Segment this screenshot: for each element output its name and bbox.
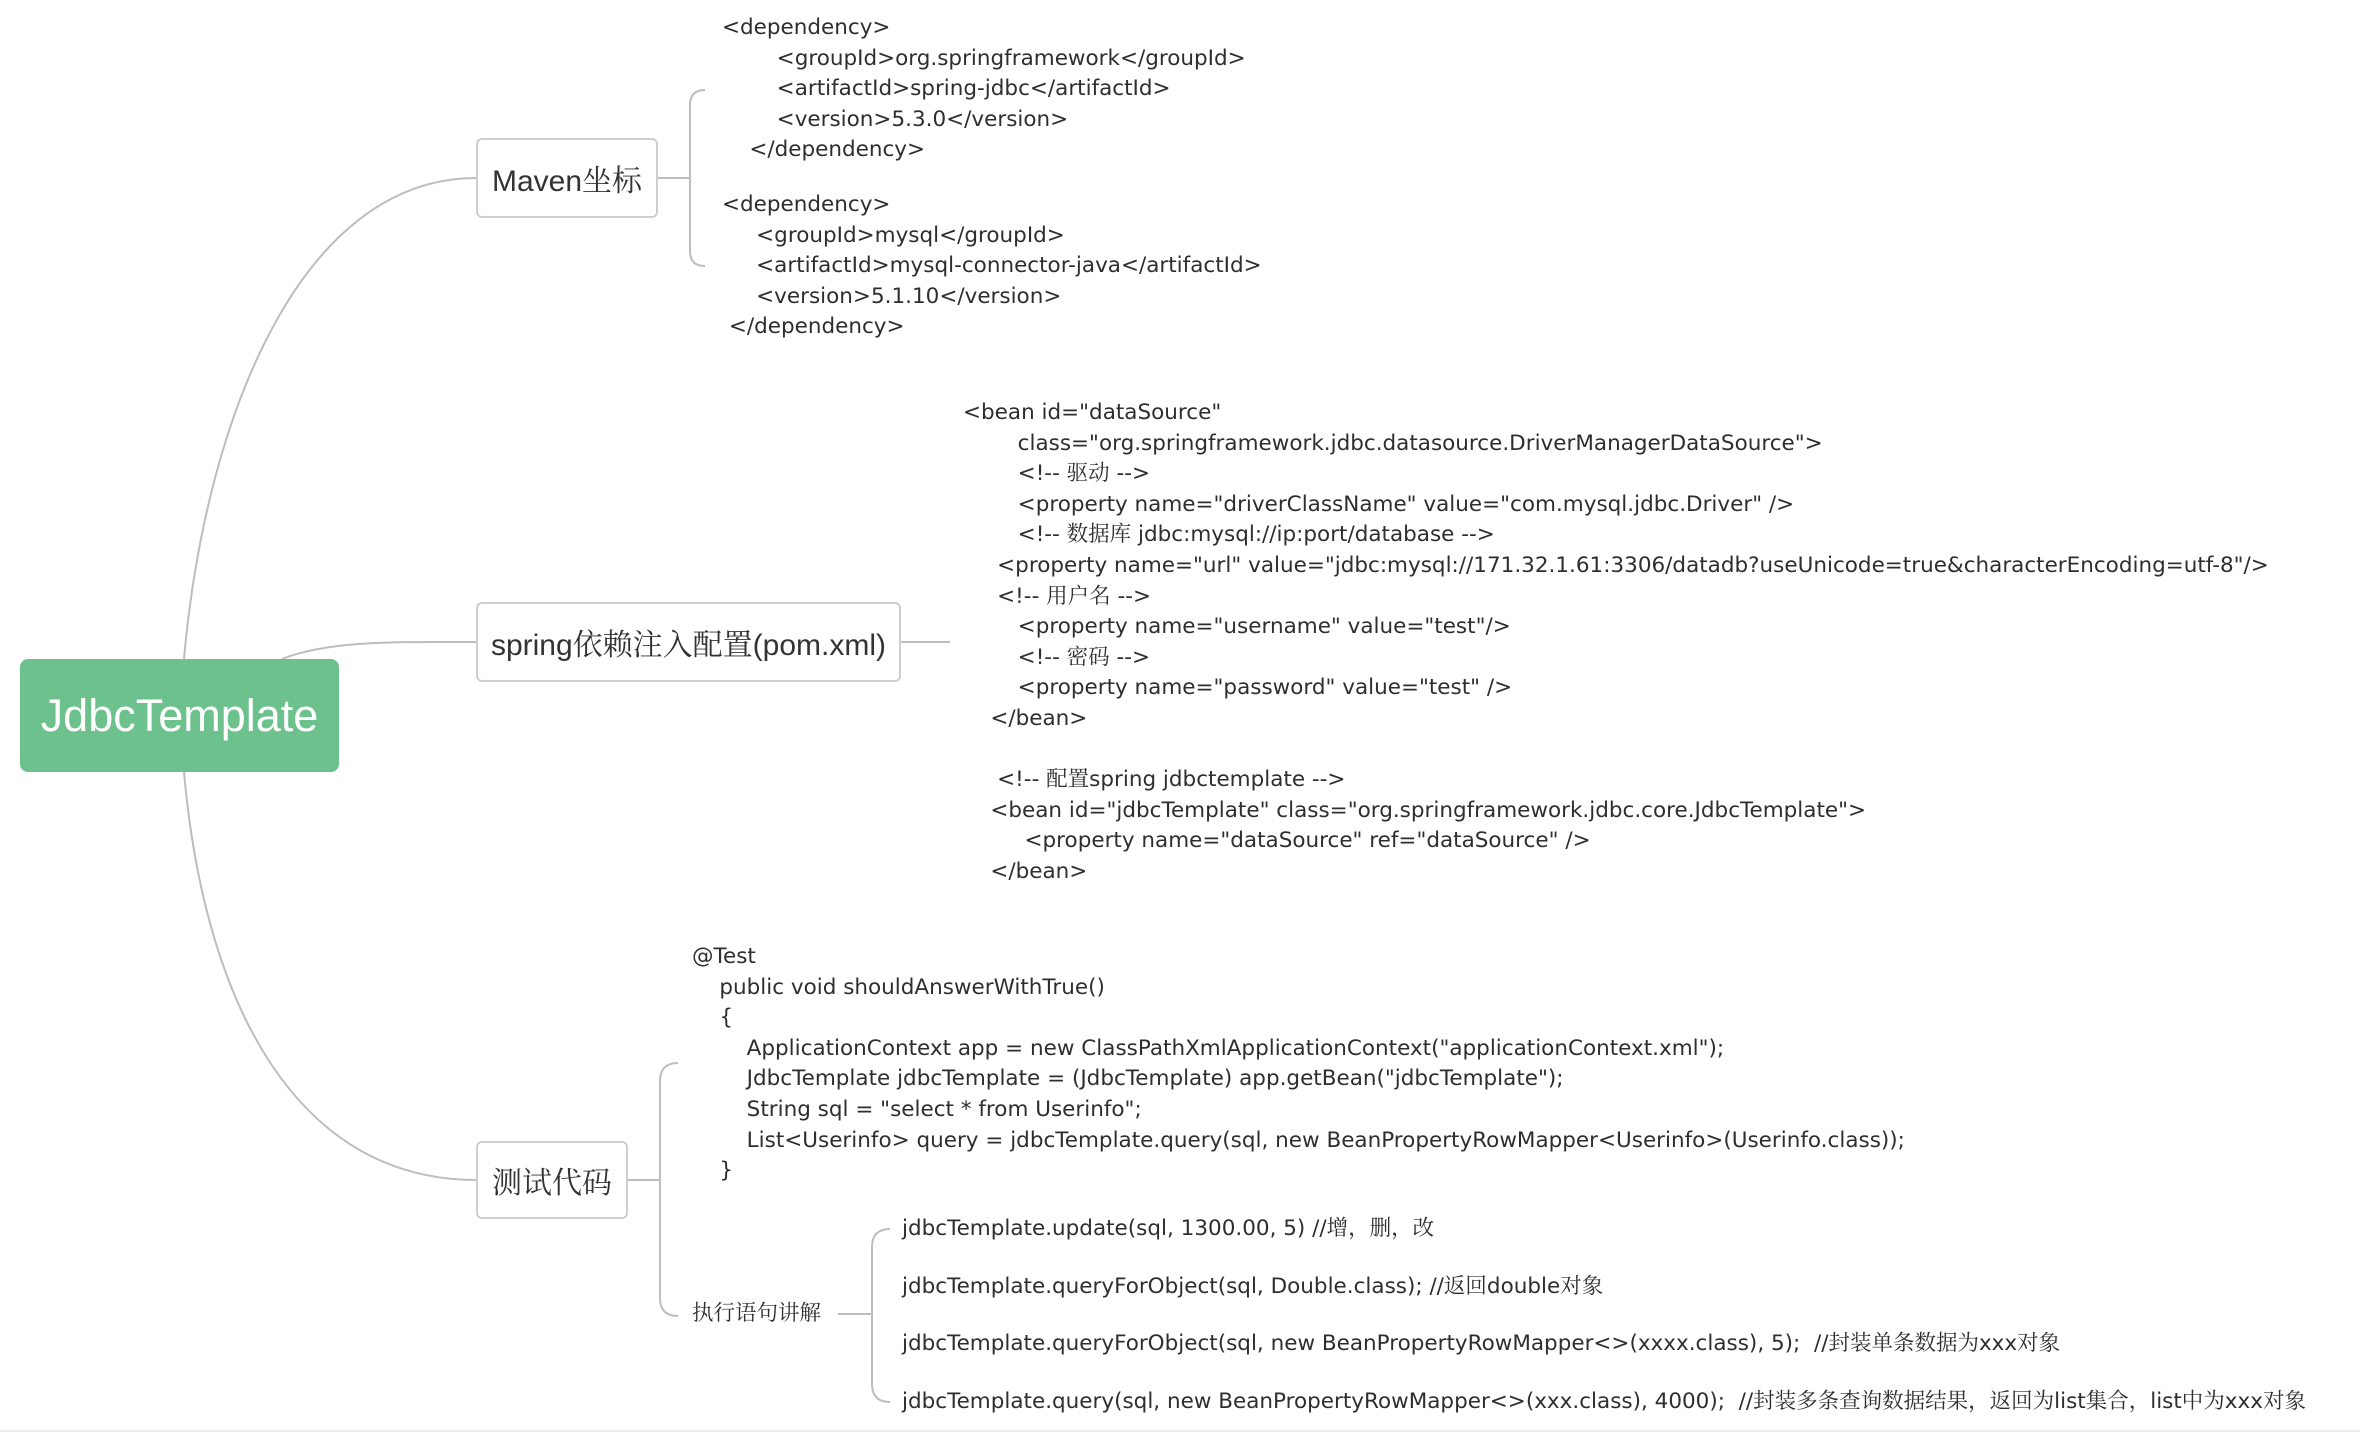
connector-root-maven	[184, 178, 476, 659]
canvas-bottom-divider	[0, 1430, 2360, 1432]
exec-explanation-label[interactable]: 执行语句讲解	[692, 1301, 822, 1326]
connector-maven-bracket	[658, 90, 705, 266]
test-code-snippet: @Test public void shouldAnswerWithTrue() { ApplicationContext app = new ClassPathXmlApplicationContext("applicationContext.xml"); JdbcTemplate jdbcTemplate = (JdbcTemplate) app.getBean("jdbcTemplate"); String sql = "select * from Userinfo"; List<Userinfo> query = jdbcTemplate.query(sql, new BeanPropertyRowMapper<Userinfo>(Userinfo.class)); }	[692, 944, 1905, 1184]
branch-node-spring-config[interactable]: spring依赖注入配置(pom.xml)	[476, 602, 901, 682]
branch-node-maven[interactable]: Maven坐标	[476, 138, 658, 218]
branch-node-test-code[interactable]: 测试代码	[476, 1141, 628, 1219]
maven-dependency-mysql: <dependency> <groupId>mysql</groupId> <artifactId>mysql-connector-java</artifactId> <version>5.1.10</version> </dependency>	[722, 192, 1262, 340]
exec-item-query-double: jdbcTemplate.queryForObject(sql, Double.class); //返回double对象	[902, 1274, 1604, 1299]
root-node-jdbctemplate[interactable]: JdbcTemplate	[20, 659, 339, 772]
exec-item-query-list: jdbcTemplate.query(sql, new BeanPropertyRowMapper<>(xxx.class), 4000); //封装多条查询数据结果，返回为list集合，list中为xxx对象	[902, 1389, 2306, 1414]
connector-exec-bracket	[838, 1229, 890, 1402]
exec-item-update: jdbcTemplate.update(sql, 1300.00, 5) //增，删，改	[902, 1216, 1435, 1241]
maven-dependency-spring-jdbc: <dependency> <groupId>org.springframework</groupId> <artifactId>spring-jdbc</artifactId> <version>5.3.0</version> </dependency>	[722, 15, 1246, 163]
connector-root-spring	[282, 642, 476, 659]
spring-bean-config: <bean id="dataSource" class="org.springframework.jdbc.datasource.DriverManagerDataSource"> <!-- 驱动 --> <property name="driverClassName" value="com.mysql.jdbc.Driver" /> <!-- 数据库 jdbc:mysql://ip:port/database --> <property name="url" value="jdbc:mysql://171.32.1.61:3306/datadb?useUnicode=true&characterEncoding=utf-8"/> <!-- 用户名 --> <property name="username" value="test"/> <!-- 密码 --> <property name="password" value="test" /> </bean> <!-- 配置spring jdbctemplate --> <bean id="jdbcTemplate" class="org.springframework.jdbc.core.JdbcTemplate"> <property name="dataSource" ref="dataSource" /> </bean>	[963, 400, 2269, 884]
connector-root-test	[184, 772, 476, 1180]
connector-test-bracket	[628, 1063, 678, 1316]
exec-item-query-single-object: jdbcTemplate.queryForObject(sql, new BeanPropertyRowMapper<>(xxxx.class), 5); //封装单条数据为xxx对象	[902, 1331, 2061, 1356]
